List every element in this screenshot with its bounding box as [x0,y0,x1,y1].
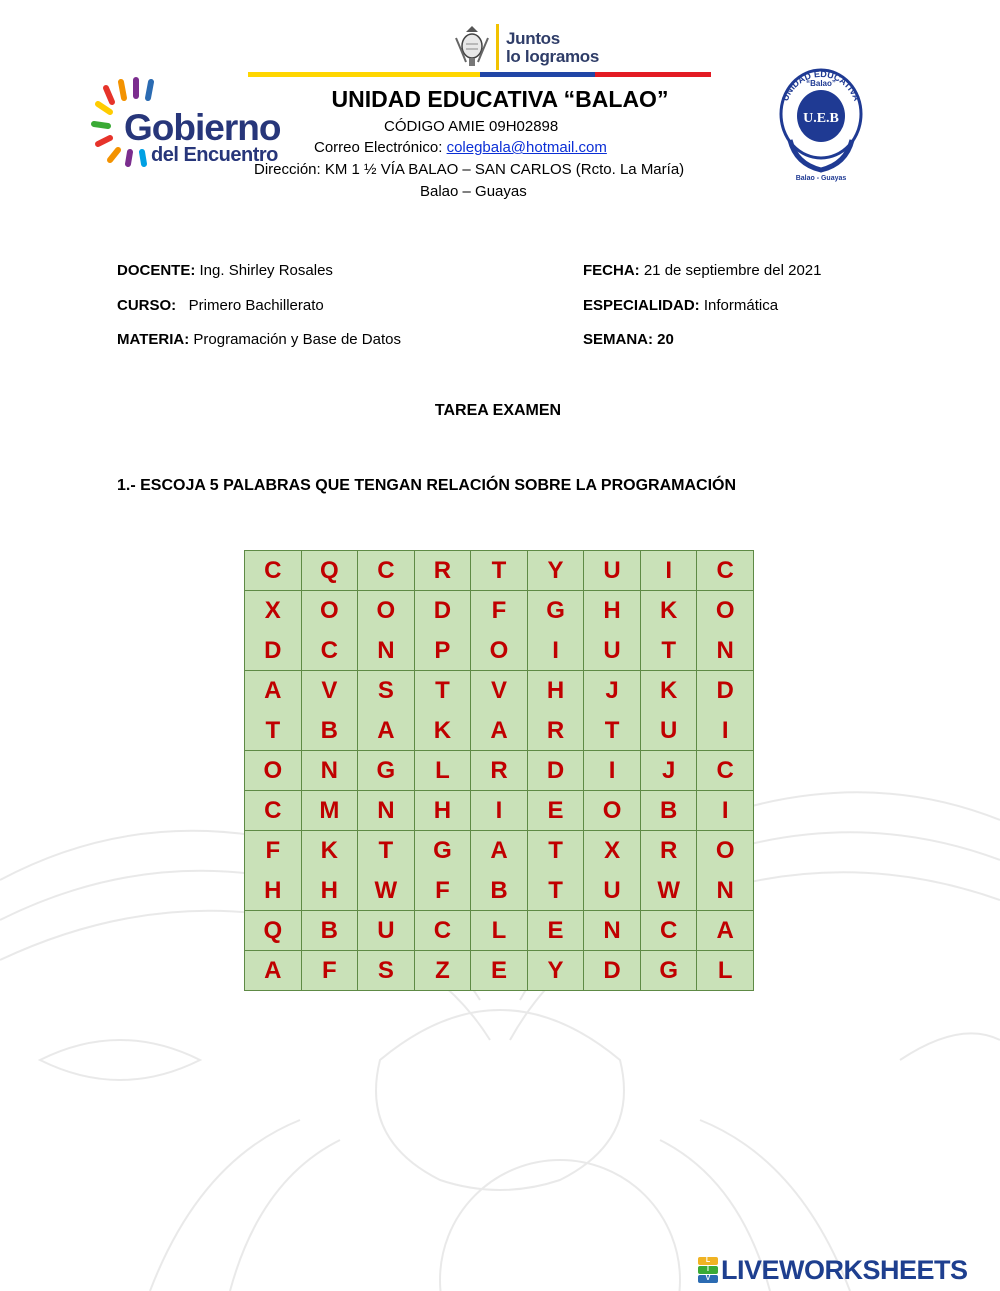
grid-cell[interactable]: F [245,831,302,871]
semana-field [583,330,674,350]
grid-cell[interactable]: B [302,911,359,951]
grid-cell[interactable]: F [415,871,472,911]
grid-cell[interactable]: T [415,671,472,711]
grid-cell[interactable]: Y [528,551,585,591]
especialidad-value: Informática [699,297,779,314]
grid-cell[interactable]: G [358,751,415,791]
grid-cell[interactable]: H [415,791,472,831]
grid-cell[interactable]: G [415,831,472,871]
liveworksheets-logo [698,1256,968,1284]
grid-cell[interactable]: A [697,911,754,951]
grid-cell[interactable]: T [471,551,528,591]
grid-cell[interactable]: V [471,671,528,711]
grid-cell[interactable]: A [245,671,302,711]
grid-cell[interactable]: A [245,951,302,991]
juntos-line1: Juntos [506,29,560,48]
seal-bottom-text: Balao - Guayas [795,175,847,182]
grid-cell[interactable]: G [641,951,698,991]
grid-cell[interactable]: B [641,791,698,831]
grid-cell[interactable]: O [302,591,359,631]
grid-cell[interactable]: O [245,751,302,791]
grid-cell[interactable]: I [471,791,528,831]
grid-cell[interactable]: O [584,791,641,831]
especialidad-field [583,296,778,316]
word-search-grid[interactable] [244,550,754,991]
grid-cell[interactable]: T [245,711,302,751]
task-title: TAREA EXAMEN [434,402,562,419]
gobierno-title: Gobierno [124,107,281,148]
docente-value: Ing. Shirley Rosales [195,262,333,279]
grid-cell[interactable]: O [697,831,754,871]
grid-cell[interactable]: D [415,591,472,631]
grid-cell[interactable]: O [358,591,415,631]
grid-cell[interactable]: H [245,871,302,911]
grid-cell[interactable]: H [302,871,359,911]
email-link[interactable]: colegbala@hotmail.com [446,139,607,156]
grid-cell[interactable]: I [584,751,641,791]
grid-cell[interactable]: D [245,631,302,671]
grid-cell[interactable]: C [302,631,359,671]
grid-cell[interactable]: X [245,591,302,631]
grid-cell[interactable]: X [584,831,641,871]
address-line: Dirección: KM 1 ½ VÍA BALAO – SAN CARLOS (Rcto. La María) [254,161,685,178]
grid-cell[interactable]: F [471,591,528,631]
city-line: Balao – Guayas [420,183,527,200]
grid-cell[interactable]: E [471,951,528,991]
curso-label: CURSO: [117,297,177,314]
grid-cell[interactable]: A [471,831,528,871]
materia-value: Programación y Base de Datos [189,331,401,348]
liveworksheets-icon-block: L [698,1257,718,1265]
liveworksheets-text: LIVEWORKSHEETS [721,1254,968,1285]
grid-cell[interactable]: S [358,671,415,711]
grid-cell[interactable]: N [358,631,415,671]
seal-name: “Balao” [806,79,836,88]
grid-cell[interactable]: A [358,711,415,751]
grid-cell[interactable]: E [528,791,585,831]
semana-label: SEMANA: 20 [583,331,674,348]
grid-cell[interactable]: L [471,911,528,951]
grid-cell[interactable]: H [584,591,641,631]
grid-cell[interactable]: K [415,711,472,751]
grid-cell[interactable]: N [697,871,754,911]
grid-cell[interactable]: S [358,951,415,991]
materia-label: MATERIA: [117,331,190,348]
grid-cell[interactable]: O [471,631,528,671]
grid-cell[interactable]: T [528,831,585,871]
grid-cell[interactable]: R [528,711,585,751]
grid-cell[interactable]: J [584,671,641,711]
liveworksheets-icon-block: V [698,1275,718,1283]
materia-field [117,330,401,350]
fecha-label: FECHA: [583,262,640,279]
grid-cell[interactable]: I [697,791,754,831]
grid-cell[interactable]: T [641,631,698,671]
grid-cell[interactable]: T [528,871,585,911]
grid-cell[interactable]: C [245,551,302,591]
grid-cell[interactable]: Q [302,551,359,591]
grid-cell[interactable]: B [471,871,528,911]
grid-cell[interactable]: Z [415,951,472,991]
grid-cell[interactable]: G [528,591,585,631]
grid-cell[interactable]: U [584,551,641,591]
juntos-line2: lo logramos [506,47,600,66]
amie-code: CÓDIGO AMIE 09H02898 [384,118,559,135]
docente-field [117,261,333,281]
grid-cell[interactable]: H [528,671,585,711]
grid-cell[interactable]: K [302,831,359,871]
grid-cell[interactable]: F [302,951,359,991]
grid-cell[interactable]: K [641,591,698,631]
grid-cell[interactable]: U [641,711,698,751]
grid-cell[interactable]: R [471,751,528,791]
grid-cell[interactable]: D [528,751,585,791]
email-label: Correo Electrónico: [314,139,447,156]
docente-label: DOCENTE: [117,262,196,279]
grid-cell[interactable]: O [697,591,754,631]
grid-cell[interactable]: R [641,831,698,871]
grid-cell[interactable]: P [415,631,472,671]
grid-cell[interactable]: L [415,751,472,791]
grid-cell[interactable]: M [302,791,359,831]
grid-cell[interactable]: C [358,551,415,591]
especialidad-label: ESPECIALIDAD: [583,297,700,314]
grid-cell[interactable]: I [697,711,754,751]
grid-cell[interactable]: N [697,631,754,671]
gobierno-subtitle: del Encuentro [151,144,278,166]
grid-cell[interactable]: U [584,871,641,911]
grid-cell[interactable]: B [302,711,359,751]
grid-cell[interactable]: I [528,631,585,671]
school-name: UNIDAD EDUCATIVA “BALAO” [331,86,669,112]
grid-cell[interactable]: N [584,911,641,951]
grid-cell[interactable]: U [584,631,641,671]
grid-cell[interactable]: Q [245,911,302,951]
seal-top-text: UNIDAD EDUCATIVA [780,68,862,103]
curso-value: Primero Bachillerato [176,297,324,314]
grid-cell[interactable]: I [641,551,698,591]
grid-cell[interactable]: T [584,711,641,751]
grid-cell[interactable]: C [697,751,754,791]
grid-cell[interactable]: R [415,551,472,591]
grid-cell[interactable]: C [641,911,698,951]
email-line [314,138,607,158]
grid-cell[interactable]: C [697,551,754,591]
grid-cell[interactable]: K [641,671,698,711]
grid-cell[interactable]: C [415,911,472,951]
grid-cell[interactable]: N [302,751,359,791]
fecha-field [583,261,821,281]
school-seal-icon [776,60,866,184]
grid-cell[interactable]: E [528,911,585,951]
grid-cell[interactable]: T [358,831,415,871]
curso-field [117,296,324,316]
grid-cell[interactable]: D [697,671,754,711]
grid-cell[interactable]: W [641,871,698,911]
grid-cell[interactable]: D [584,951,641,991]
juntos-logo [498,26,678,70]
grid-cell[interactable]: V [302,671,359,711]
liveworksheets-icon-block: I [698,1266,718,1274]
seal-initials: U.E.B [803,111,839,126]
grid-cell[interactable]: J [641,751,698,791]
fecha-value: 21 de septiembre del 2021 [639,262,822,279]
liveworksheets-icon [698,1257,718,1283]
grid-cell[interactable]: U [358,911,415,951]
grid-cell[interactable]: W [358,871,415,911]
flag-color-bar [248,72,711,77]
grid-cell[interactable]: C [245,791,302,831]
ecuador-crest-icon [452,22,492,68]
question-text: 1.- ESCOJA 5 PALABRAS QUE TENGAN RELACIÓN SOBRE LA PROGRAMACIÓN [117,477,737,494]
grid-cell[interactable]: L [697,951,754,991]
grid-cell[interactable]: Y [528,951,585,991]
grid-cell[interactable]: A [471,711,528,751]
grid-cell[interactable]: N [358,791,415,831]
